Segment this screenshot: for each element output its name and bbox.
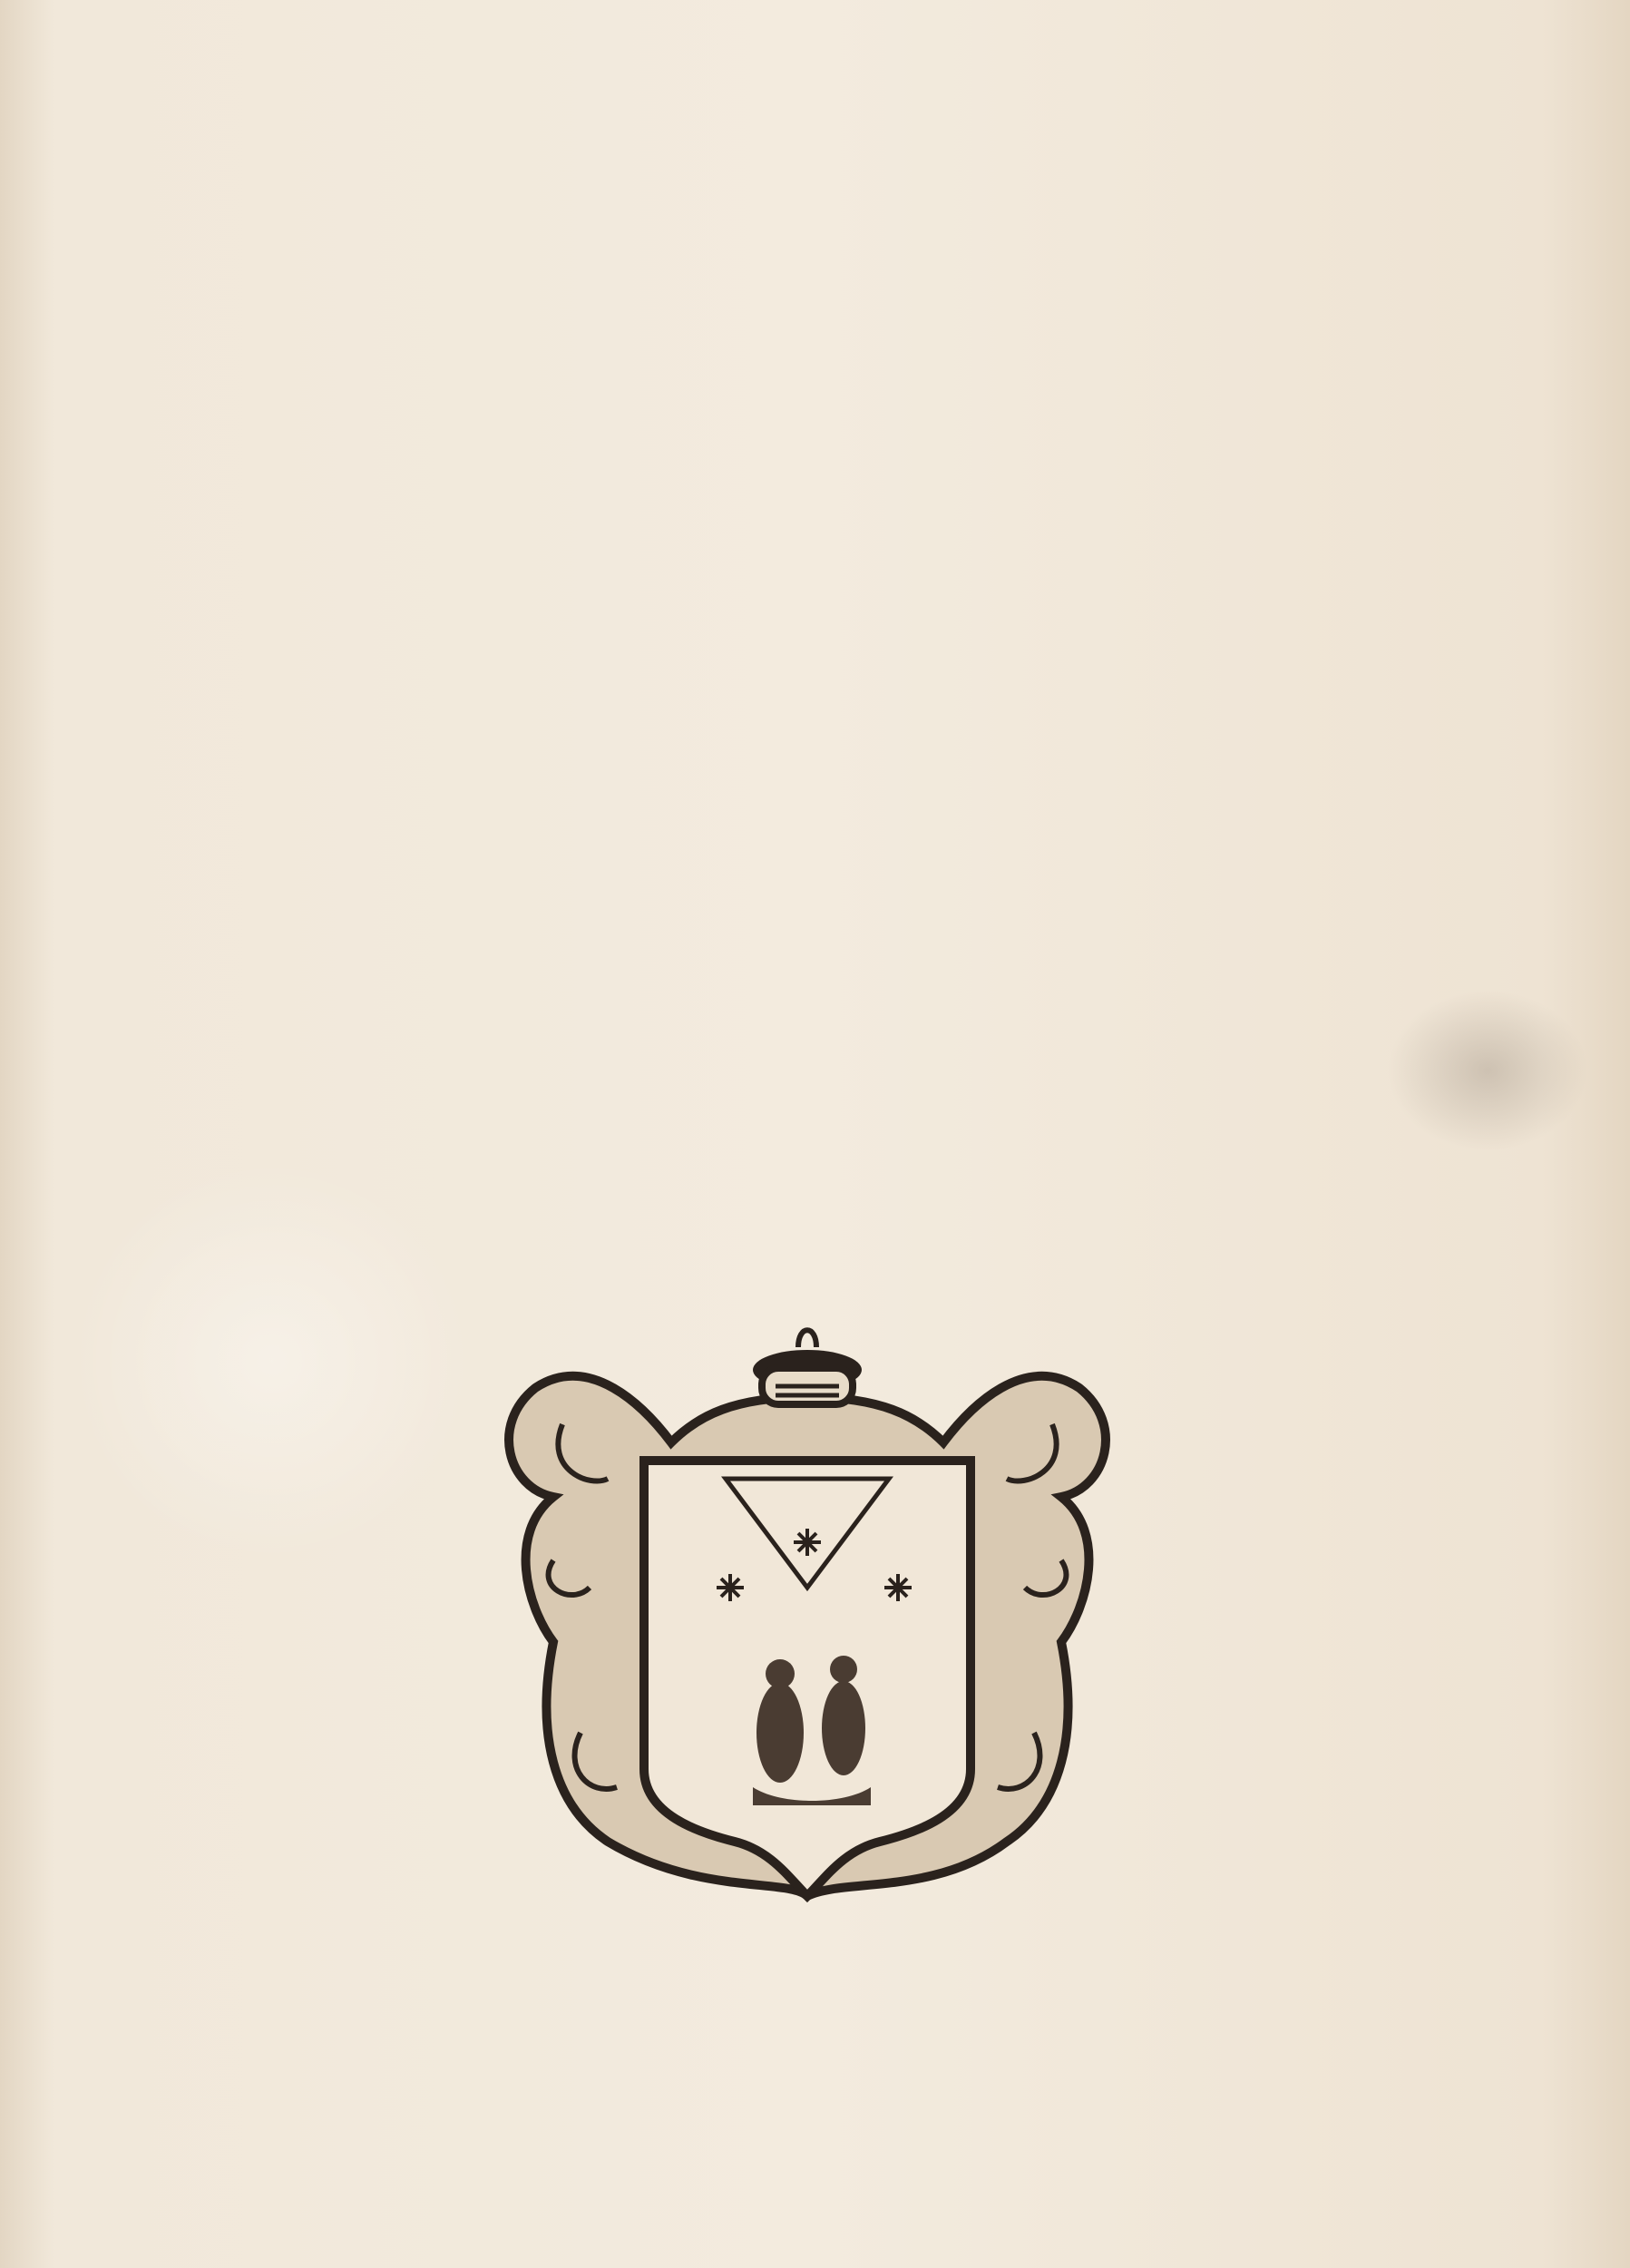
helmet-crest bbox=[753, 1330, 862, 1404]
coat-of-arms bbox=[509, 1330, 1106, 1896]
printer-ornament bbox=[372, 1261, 1243, 1987]
